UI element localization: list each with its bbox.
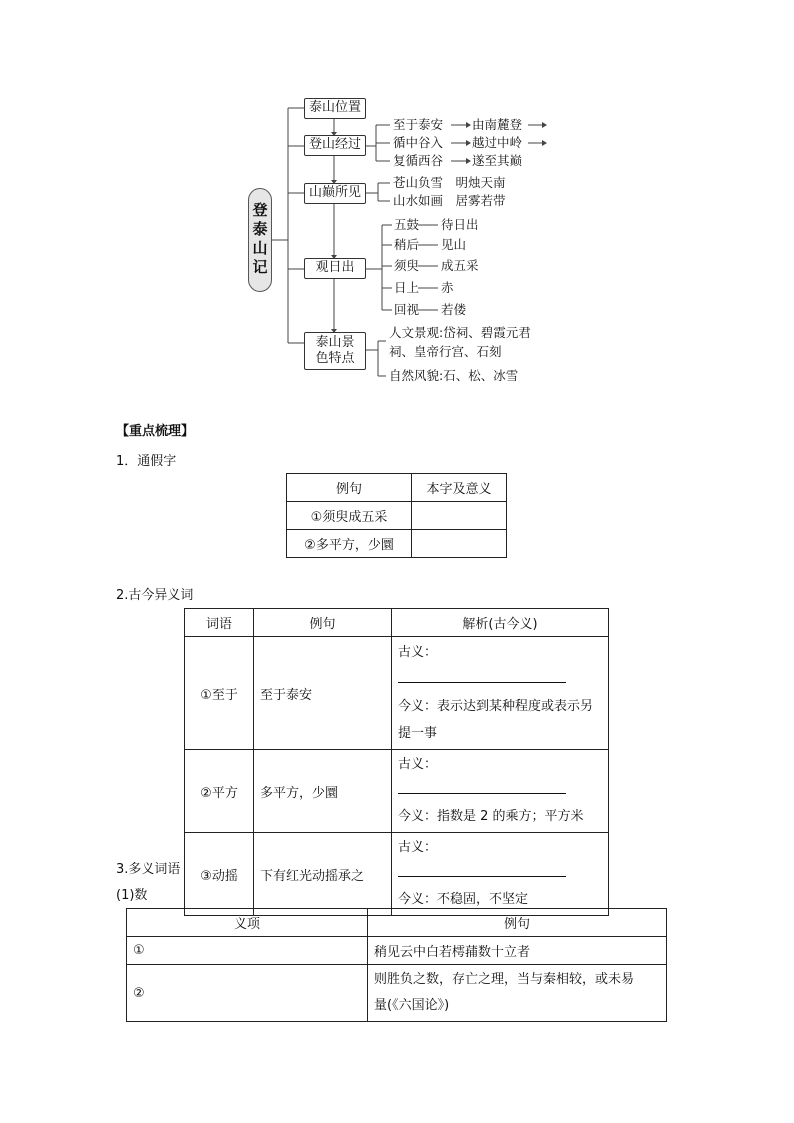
t2-row-3-word: ③动摇 — [185, 833, 254, 916]
feature-nature: 自然风貌:石、松、冰雪 — [389, 368, 519, 383]
section-title: 【重点梳理】 — [116, 424, 195, 439]
t2-row-1-word: ①至于 — [185, 637, 254, 750]
s3-subtitle: (1)数 — [116, 888, 148, 903]
sunrise-time-5: 回视 — [394, 302, 420, 317]
sunrise-time-1: 五鼓 — [394, 217, 420, 232]
t1-row-1-answer — [412, 502, 507, 530]
t2-row-1-answer-blank — [398, 670, 566, 683]
sunrise-time-3: 须臾 — [394, 258, 420, 273]
sunrise-time-2: 稍后 — [394, 237, 420, 252]
climb-step-1-from: 至于泰安 — [393, 117, 444, 132]
table-duoyici — [126, 908, 667, 1022]
t2-row-1-analysis — [392, 637, 609, 750]
table-gujinyiyi — [184, 608, 609, 916]
table-tongjiazi — [286, 473, 507, 558]
t2-row-3-ancient-label: 古义： — [398, 840, 438, 855]
t1-header-example: 例句 — [287, 474, 412, 502]
summit-view-2: 山水如画 居雾若带 — [393, 193, 506, 208]
sunrise-scene-1: 待日出 — [441, 217, 479, 232]
climb-step-3-from: 复循西谷 — [393, 153, 444, 168]
t2-row-3-answer-blank — [398, 864, 566, 877]
t2-row-2-ancient-label: 古义： — [398, 757, 438, 772]
t2-row-2-example: 多平方，少圜 — [254, 750, 392, 833]
t2-row-3-modern: 今义：不稳固，不坚定 — [398, 892, 529, 907]
climb-step-2-from: 循中谷入 — [393, 135, 444, 150]
s3-title: 3.多义词语 — [116, 862, 181, 877]
sunrise-scene-3: 成五采 — [441, 258, 479, 273]
feature-human-1: 人文景观:岱祠、碧霞元君 — [389, 325, 531, 340]
feature-human-2: 祠、皇帝行宫、石刻 — [389, 344, 502, 359]
t2-row-2-answer-blank — [398, 781, 566, 794]
t3-header-meaning: 义项 — [127, 909, 368, 937]
t2-row-1-ancient-label: 古义： — [398, 645, 438, 660]
node-scenery-line-2: 色特点 — [315, 351, 355, 366]
t2-row-1-modern-cont: 提一事 — [398, 726, 438, 741]
t3-header-example: 例句 — [368, 909, 667, 937]
t2-row-2-word: ②平方 — [185, 750, 254, 833]
t1-row-2-answer — [412, 530, 507, 558]
t1-row-1-example: ①须臾成五采 — [287, 502, 412, 530]
summit-view-1: 苍山负雪 明烛天南 — [393, 175, 506, 190]
t2-row-2-modern: 今义：指数是 2 的乘方；平方米 — [398, 809, 584, 824]
node-scenery — [304, 332, 366, 370]
node-sunrise: 观日出 — [304, 258, 366, 279]
sunrise-time-4: 日上 — [394, 280, 420, 295]
t3-row-2-example: 则胜负之数，存亡之理，当与秦相较，或未易 — [374, 972, 635, 987]
t2-header-analysis: 解析(古今义) — [392, 609, 609, 637]
t2-row-1-example: 至于泰安 — [254, 637, 392, 750]
climb-step-2-to: 越过中岭 — [472, 135, 523, 150]
t3-row-2-example-cell — [368, 965, 667, 1022]
t2-row-2-analysis — [392, 750, 609, 833]
sunrise-scene-4: 赤 — [441, 280, 454, 295]
sunrise-scene-5: 若偻 — [441, 302, 467, 317]
climb-step-3-to: 遂至其巅 — [472, 153, 523, 168]
t2-row-3-example: 下有红光动摇承之 — [254, 833, 392, 916]
s1-title: 1．通假字 — [116, 454, 177, 469]
s2-title: 2.古今异义词 — [116, 588, 194, 603]
sunrise-scene-2: 见山 — [441, 237, 467, 252]
node-climb: 登山经过 — [304, 135, 366, 156]
t3-row-1-num: ① — [127, 937, 368, 965]
t1-row-2-example: ②多平方，少圜 — [287, 530, 412, 558]
t2-header-example: 例句 — [254, 609, 392, 637]
t2-header-word: 词语 — [185, 609, 254, 637]
mindmap-root: 登泰山记 — [248, 188, 272, 292]
t1-header-meaning: 本字及意义 — [412, 474, 507, 502]
t3-row-1-example: 稍见云中白若樗蒱数十立者 — [368, 937, 667, 965]
node-summit: 山巅所见 — [304, 183, 366, 204]
node-scenery-line-1: 泰山景 — [315, 334, 355, 350]
climb-step-1-to: 由南麓登 — [472, 117, 523, 132]
t3-row-2-num: ② — [127, 965, 368, 1022]
t2-row-1-modern: 今义：表示达到某种程度或表示另 — [398, 699, 594, 714]
t3-row-2-example-cont: 量(《六国论》) — [374, 998, 450, 1013]
t2-row-3-analysis — [392, 833, 609, 916]
node-location: 泰山位置 — [304, 98, 366, 119]
